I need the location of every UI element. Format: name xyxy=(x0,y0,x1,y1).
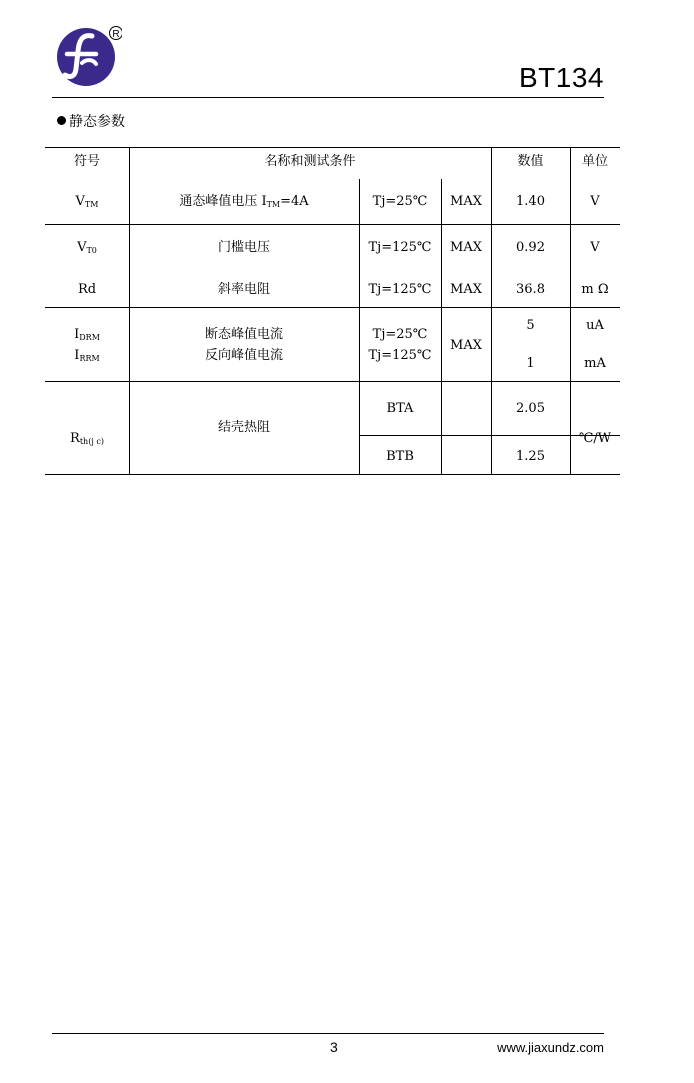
rd-limit: MAX xyxy=(450,282,482,297)
vt0-value: 0.92 xyxy=(516,240,545,255)
rd-name: 斜率电阻 xyxy=(217,282,270,297)
section-heading xyxy=(57,111,125,131)
rth-name: 结壳热阻 xyxy=(217,420,270,435)
irrm-name: 反向峰值电流 xyxy=(204,348,283,363)
header-symbol: 符号 xyxy=(73,154,100,169)
rd-value: 36.8 xyxy=(516,282,545,297)
vt0-condition: Tj=125℃ xyxy=(368,240,432,255)
bullet-icon xyxy=(57,116,66,125)
rth-btb-value: 1.25 xyxy=(516,449,545,464)
vtm-condition: Tj=25℃ xyxy=(372,194,428,209)
website-link[interactable]: www.jiaxundz.com xyxy=(497,1040,604,1055)
static-parameters-table xyxy=(45,147,620,475)
vtm-symbol: $V_{TM}$ xyxy=(75,194,99,209)
rd-condition: Tj=125℃ xyxy=(368,282,432,297)
header-condition: 名称和测试条件 xyxy=(264,154,356,169)
rd-symbol: Rd xyxy=(77,282,97,297)
vtm-value: 1.40 xyxy=(516,194,545,209)
footer-divider xyxy=(52,1033,604,1034)
part-number-title: BT134 xyxy=(519,62,604,93)
rth-unit: ℃/W xyxy=(578,431,612,446)
table-rule xyxy=(45,474,620,475)
rth-bta-label: BTA xyxy=(386,401,414,416)
idrm-value: 5 xyxy=(526,318,535,333)
section-title: 静态参数 xyxy=(69,114,125,130)
irrm-condition: Tj=125℃ xyxy=(368,348,432,363)
vt0-limit: MAX xyxy=(450,240,482,255)
idrm-condition: Tj=25℃ xyxy=(372,327,428,342)
vt0-unit: V xyxy=(590,240,600,255)
idrm-symbol: $I_{DRM}$ xyxy=(74,327,100,342)
vt0-name: 门槛电压 xyxy=(217,240,270,255)
header-divider xyxy=(52,97,604,98)
company-logo xyxy=(52,25,122,87)
svg-text:R: R xyxy=(112,29,120,40)
rth-symbol: $R_{th(j c)}$ xyxy=(70,431,104,446)
irrm-value: 1 xyxy=(526,356,535,371)
rth-btb-label: BTB xyxy=(386,449,414,464)
idrm-name: 断态峰值电流 xyxy=(204,327,283,342)
header-unit: 单位 xyxy=(581,154,608,169)
irrm-symbol: $I_{RRM}$ xyxy=(74,348,100,363)
vtm-name: 通态峰值电压 $I_{TM}=4A$ xyxy=(179,194,309,209)
idrm-unit: uA xyxy=(586,318,604,333)
irrm-unit: mA xyxy=(584,356,606,371)
table-rule xyxy=(45,224,620,225)
rth-bta-value: 2.05 xyxy=(516,401,545,416)
vt0-symbol: $V_{T0}$ xyxy=(77,240,97,255)
vtm-unit: V xyxy=(590,194,600,209)
table-rule xyxy=(441,179,442,474)
table-rule xyxy=(45,307,620,308)
vtm-limit: MAX xyxy=(450,194,482,209)
rd-unit: m Ω xyxy=(581,282,609,297)
page-number: 3 xyxy=(330,1039,338,1055)
table-rule xyxy=(45,147,620,148)
leakage-limit: MAX xyxy=(450,338,482,353)
header-value: 数值 xyxy=(517,154,544,169)
table-rule xyxy=(45,381,620,382)
